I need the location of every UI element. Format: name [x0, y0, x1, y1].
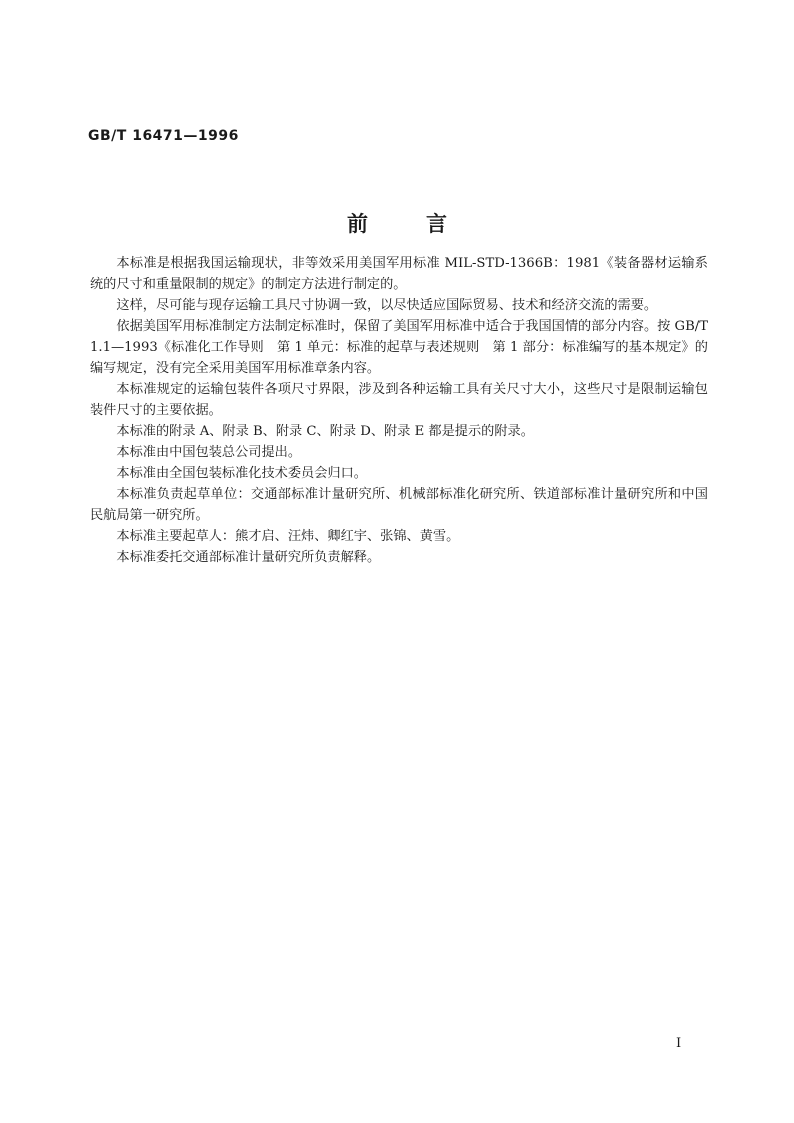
paragraph-annexes: 本标准的附录 A、附录 B、附录 C、附录 D、附录 E 都是提示的附录。: [116, 424, 534, 439]
paragraph-drafters: 本标准主要起草人：熊才启、汪炜、卿红宇、张锦、黄雪。: [116, 529, 460, 544]
paragraph-committee: 本标准由全国包装标准化技术委员会归口。: [116, 466, 367, 481]
paragraph-scope: 本标准规定的运输包装件各项尺寸界限，涉及到各种运输工具有关尺寸大小，这些尺寸是限制运输包装件尺寸的主要依据。: [90, 382, 708, 418]
paragraph-purpose: 这样，尽可能与现存运输工具尺寸协调一致，以尽快适应国际贸易、技术和经济交流的需要。: [116, 298, 658, 313]
page-title: 前言: [347, 212, 505, 236]
paragraph-interpretation: 本标准委托交通部标准计量研究所负责解释。: [116, 550, 381, 565]
paragraph-adoption: 本标准是根据我国运输现状，非等效采用美国军用标准 MIL-STD-1366B：1981《装备器材运输系统的尺寸和重量限制的规定》的制定方法进行制定的。: [90, 256, 708, 292]
paragraph-drafting-units: 本标准负责起草单位：交通部标准计量研究所、机械部标准化研究所、铁道部标准计量研究所和中国民航局第一研究所。: [90, 487, 708, 523]
paragraph-proposer: 本标准由中国包装总公司提出。: [116, 445, 302, 460]
foreword-body: [90, 253, 708, 568]
page-number: I: [676, 1036, 682, 1051]
paragraph-method: 依据美国军用标准制定方法制定标准时，保留了美国军用标准中适合于我国国情的部分内容。按 GB/T 1.1—1993《标准化工作导则 第 1 单元：标准的起草与表述规则 第 1 部分：标准编写的基本规定》的编写规定，没有完全采用美国军用标准章条内容。: [90, 319, 708, 376]
standard-number: GB/T 16471—1996: [88, 128, 239, 144]
